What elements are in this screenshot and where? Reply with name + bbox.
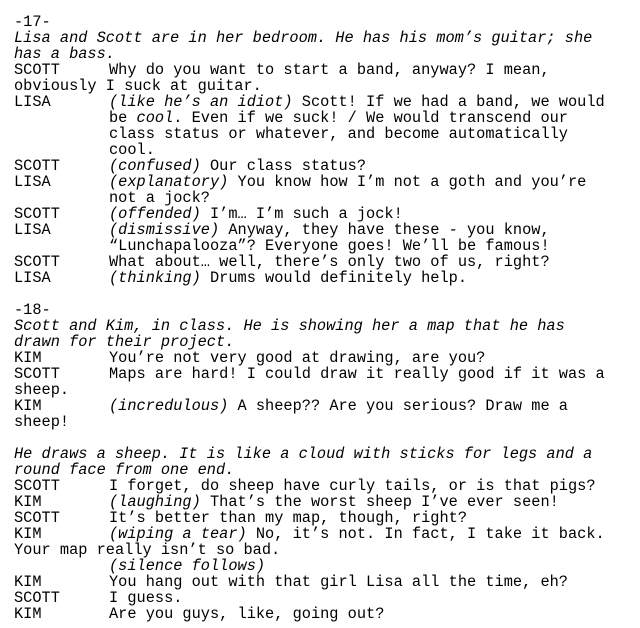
dialogue-line [109, 158, 366, 174]
speaker: SCOTT [14, 477, 60, 495]
dialogue-line [109, 398, 568, 414]
scene-number: -17- [14, 13, 51, 31]
speaker: SCOTT [14, 589, 60, 607]
parenthetical: (like he’s an idiot) [109, 93, 293, 111]
dialogue-text: I forget, do sheep have curly tails, or is that pigs? [109, 477, 596, 495]
dialogue-text: . Even if we suck! / We would transcend our [173, 109, 568, 127]
speaker: LISA [14, 221, 51, 239]
dialogue-text: It’s better than my map, though, right? [109, 509, 468, 527]
dialogue-text: class status or whatever, and become automatically [109, 125, 568, 143]
speaker: KIM [14, 605, 42, 623]
emphasis: cool [136, 109, 174, 127]
dialogue-line [109, 526, 605, 542]
dialogue-line [109, 270, 467, 286]
speaker: SCOTT [14, 253, 60, 271]
speaker: LISA [14, 173, 51, 191]
speaker: SCOTT [14, 509, 60, 527]
dialogue-line [109, 174, 586, 190]
parenthetical: (laughing) [109, 493, 201, 511]
dialogue-text: Maps are hard! I could draw it really good if it was a [109, 365, 605, 383]
speaker: KIM [14, 493, 42, 511]
speaker: SCOTT [14, 157, 60, 175]
dialogue-text: That’s the worst sheep I’ve ever seen! [200, 493, 559, 511]
speaker: LISA [14, 269, 51, 287]
scene-heading: has a bass. [14, 45, 115, 63]
dialogue-line [109, 494, 559, 510]
dialogue-line [109, 206, 403, 222]
dialogue-text: Our class status? [200, 157, 367, 175]
dialogue-text: Your map really isn’t so bad. [14, 541, 281, 559]
speaker: KIM [14, 525, 42, 543]
dialogue-text: not a jock? [109, 189, 210, 207]
dialogue-text: Why do you want to start a band, anyway? I mean, [109, 61, 550, 79]
parenthetical: (offended) [109, 205, 201, 223]
parenthetical: (incredulous) [109, 397, 229, 415]
dialogue-text: obviously I suck at guitar. [14, 77, 262, 95]
scene-heading: Lisa and Scott are in her bedroom. He has his mom’s guitar; she [14, 29, 593, 47]
dialogue-text: Drums would definitely help. [200, 269, 468, 287]
dialogue-text: You know how I’m not a goth and you’re [228, 173, 587, 191]
dialogue-text: I guess. [109, 589, 183, 607]
speaker: KIM [14, 397, 42, 415]
dialogue-text: What about… well, there’s only two of us, right? [109, 253, 550, 271]
speaker: SCOTT [14, 205, 60, 223]
scene-heading: Scott and Kim, in class. He is showing her a map that he has [14, 317, 565, 335]
parenthetical: (dismissive) [109, 221, 220, 239]
action-text: He draws a sheep. It is like a cloud with sticks for legs and a [14, 445, 593, 463]
speaker: SCOTT [14, 61, 60, 79]
speaker: KIM [14, 349, 42, 367]
dialogue-line [109, 110, 568, 126]
dialogue-text: sheep! [14, 413, 70, 431]
parenthetical: (confused) [109, 157, 201, 175]
dialogue-text: sheep. [14, 381, 70, 399]
parenthetical: (thinking) [109, 269, 201, 287]
dialogue-line [109, 222, 550, 238]
dialogue-line [109, 94, 605, 110]
dialogue-text: No, it’s not. In fact, I take it back. [246, 525, 605, 543]
dialogue-text: Anyway, they have these - you know, [219, 221, 550, 239]
parenthetical: (silence follows) [109, 557, 266, 575]
dialogue-text: A sheep?? Are you serious? Draw me a [228, 397, 568, 415]
dialogue-text: “Lunchapalooza”? Everyone goes! We’ll be famous! [109, 237, 550, 255]
speaker: LISA [14, 93, 51, 111]
scene-number: -18- [14, 301, 51, 319]
dialogue-text: You’re not very good at drawing, are you? [109, 349, 486, 367]
dialogue-text: You hang out with that girl Lisa all the time, eh? [109, 573, 568, 591]
parenthetical: (wiping a tear) [109, 525, 247, 543]
dialogue-text: be [109, 109, 137, 127]
scene-heading: drawn for their project. [14, 333, 235, 351]
parenthetical: (explanatory) [109, 173, 229, 191]
speaker: SCOTT [14, 365, 60, 383]
dialogue-text: cool. [109, 141, 155, 159]
dialogue-text: Are you guys, like, going out? [109, 605, 385, 623]
speaker: KIM [14, 573, 42, 591]
dialogue-text: I’m… I’m such a jock! [200, 205, 403, 223]
action-text: round face from one end. [14, 461, 235, 479]
dialogue-text: Scott! If we had a band, we would [292, 93, 605, 111]
